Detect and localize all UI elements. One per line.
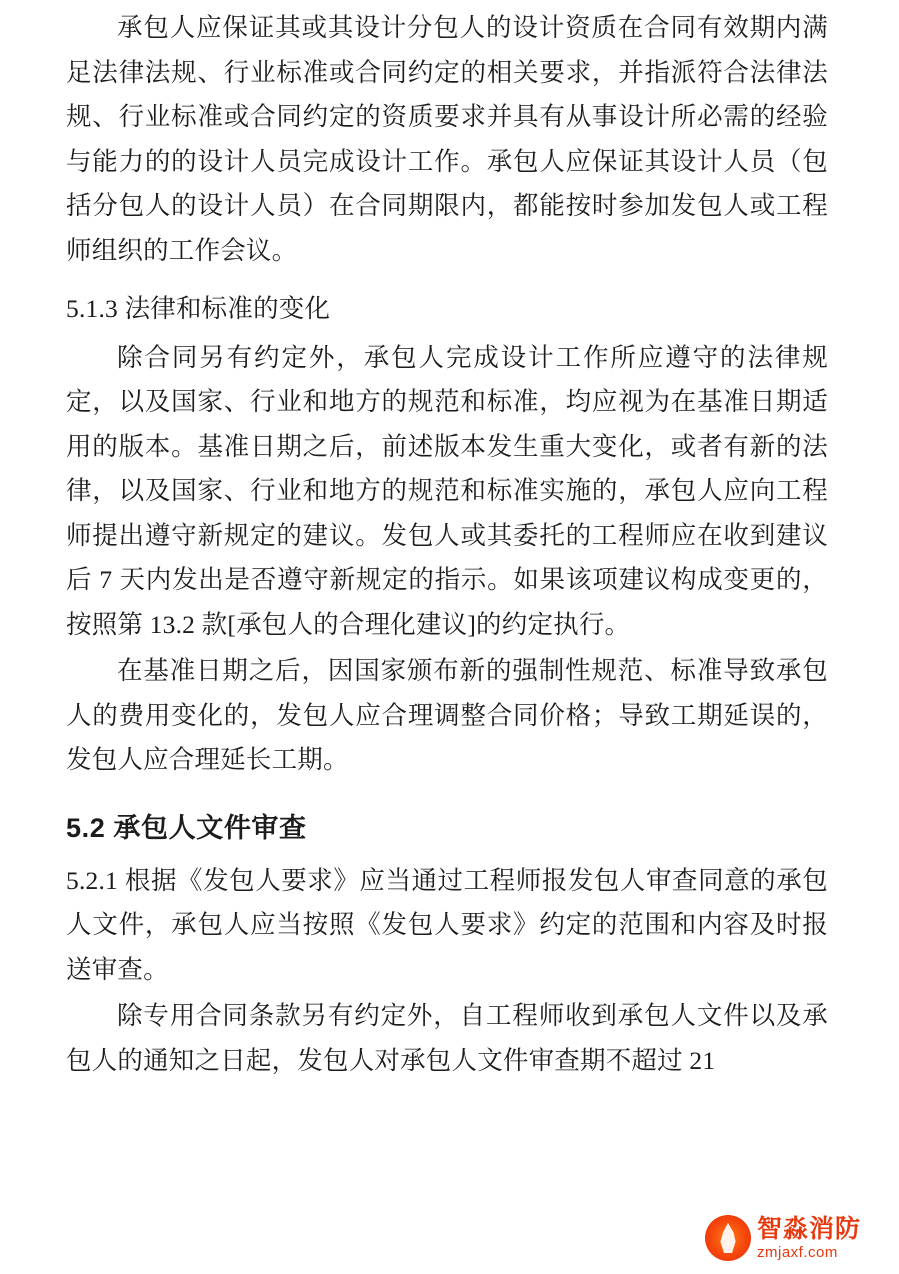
subsection-heading-5-1-3: 5.1.3 法律和标准的变化 [66, 294, 331, 323]
paragraph-review-period: 除专用合同条款另有约定外，自工程师收到承包人文件以及承包人的通知之日起，发包人对承包人文件审查期不超过 21 [66, 1001, 828, 1075]
paragraph-5-2-1: 5.2.1 根据《发包人要求》应当通过工程师报发包人审查同意的承包人文件，承包人应当按照《发包人要求》约定的范围和内容及时报送审查。 [66, 865, 828, 984]
flame-logo-icon [705, 1215, 751, 1261]
paragraph-cost-time-adjustment: 在基准日期之后，因国家颁布新的强制性规范、标准导致承包人的费用变化的，发包人应合理调整合同价格；导致工期延误的，发包人应合理延长工期。 [66, 656, 828, 774]
watermark-title: 智淼消防 [757, 1215, 862, 1243]
paragraph-law-standard-changes: 除合同另有约定外，承包人完成设计工作所应遵守的法律规定，以及国家、行业和地方的规范和标准，均应视为在基准日期适用的版本。基准日期之后，前述版本发生重大变化，或者有新的法律，以及国家、行业和地方的规范和标准实施的，承包人应向工程师提出遵守新规定的建议。发包人或其委托的工程师应在收到建议后 7 天内发出是否遵守新规定的指示。如果该项建议构成变更的，按照第 13.2 款[承包人的合理化建议]的约定执行。 [66, 342, 828, 639]
document-body [66, 6, 828, 1085]
watermark-text [757, 1215, 861, 1261]
watermark [705, 1208, 891, 1268]
section-heading-5-2: 5.2 承包人文件审查 [66, 812, 307, 843]
paragraph-design-qualification: 承包人应保证其或其设计分包人的设计资质在合同有效期内满足法律法规、行业标准或合同约定的相关要求，并指派符合法律法规、行业标准或合同约定的资质要求并具有从事设计所必需的经验与能力的的设计人员完成设计工作。承包人应保证其设计人员（包括分包人的设计人员）在合同期限内，都能按时参加发包人或工程师组织的工作会议。 [66, 13, 828, 265]
watermark-url: zmjaxf.com [757, 1243, 838, 1261]
